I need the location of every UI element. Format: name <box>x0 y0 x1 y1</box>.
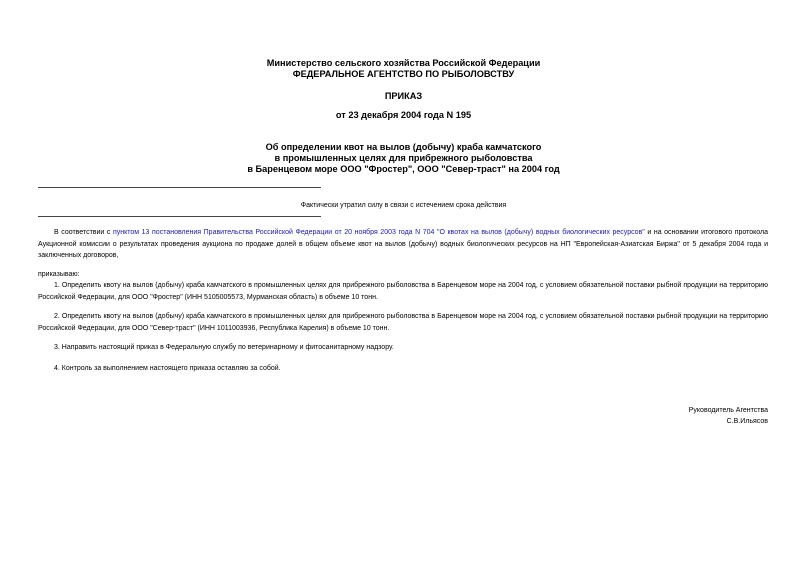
document-date-number: от 23 декабря 2004 года N 195 <box>335 110 472 120</box>
order-item-3: 3. Направить настоящий приказ в Федеральную службу по ветеринарному и фитосанитарному надзору. <box>54 344 394 351</box>
resolution-link[interactable]: пунктом 13 постановления Правительства Российской Федерации от 20 ноября 2003 года N 704 "О квотах на вылов (добычу) водных биологических ресурсов" <box>112 229 645 236</box>
order-item-4: 4. Контроль за выполнением настоящего приказа оставляю за собой. <box>54 365 281 372</box>
order-item-2: 2. Определить квоту на вылов (добычу) краба камчатского в промышленных целях для прибрежного рыболовства в Баренцевом море на 2004 год, с условием обязательной поставки рыбной продукции на территорию Российской Федерации, для ООО "Север-траст" (ИНН 1011003936, Республика Карелия) в объеме 10 тонн. <box>38 313 768 332</box>
document-type: ПРИКАЗ <box>384 91 423 101</box>
divider-bottom <box>38 216 321 217</box>
signature-position: Руководитель Агентства <box>688 407 768 414</box>
agency-name: ФЕДЕРАЛЬНОЕ АГЕНТСТВО ПО РЫБОЛОВСТВУ <box>292 69 515 79</box>
ministry-name: Министерство сельского хозяйства Российской Федерации <box>266 58 541 68</box>
preamble-text-start: В соответствии с <box>54 229 113 236</box>
title-line-2: в промышленных целях для прибрежного рыболовства <box>274 153 533 163</box>
order-item-1: 1. Определить квоту на вылов (добычу) краба камчатского в промышленных целях для прибрежного рыболовства в Баренцевом море на 2004 год, с условием обязательной поставки рыбной продукции на территорию Российской Федерации, для ООО "Фростер" (ИНН 5105005573, Мурманская область) в объеме 10 тонн. <box>38 282 768 301</box>
divider-top <box>38 187 321 188</box>
signature-name: С.В.Ильясов <box>726 418 768 425</box>
preamble-text-end: и на основании итогового протокола Аукционной комиссии о результатах проведения аукциона по продаже долей в общем объеме квот на вылов (добычу) водных биологических ресурсов на НП "Европейская-Азиатская Биржа" от 5 декабря 2004 года и заключенных договоров, <box>38 229 769 259</box>
status-note: Фактически утратил силу в связи с истечением срока действия <box>300 202 507 209</box>
title-line-3: в Баренцевом море ООО "Фростер", ООО "Север-траст" на 2004 год <box>247 164 560 174</box>
title-line-1: Об определении квот на вылов (добычу) краба камчатского <box>265 142 542 152</box>
preamble-paragraph <box>38 227 768 262</box>
order-word: приказываю: <box>38 271 80 278</box>
